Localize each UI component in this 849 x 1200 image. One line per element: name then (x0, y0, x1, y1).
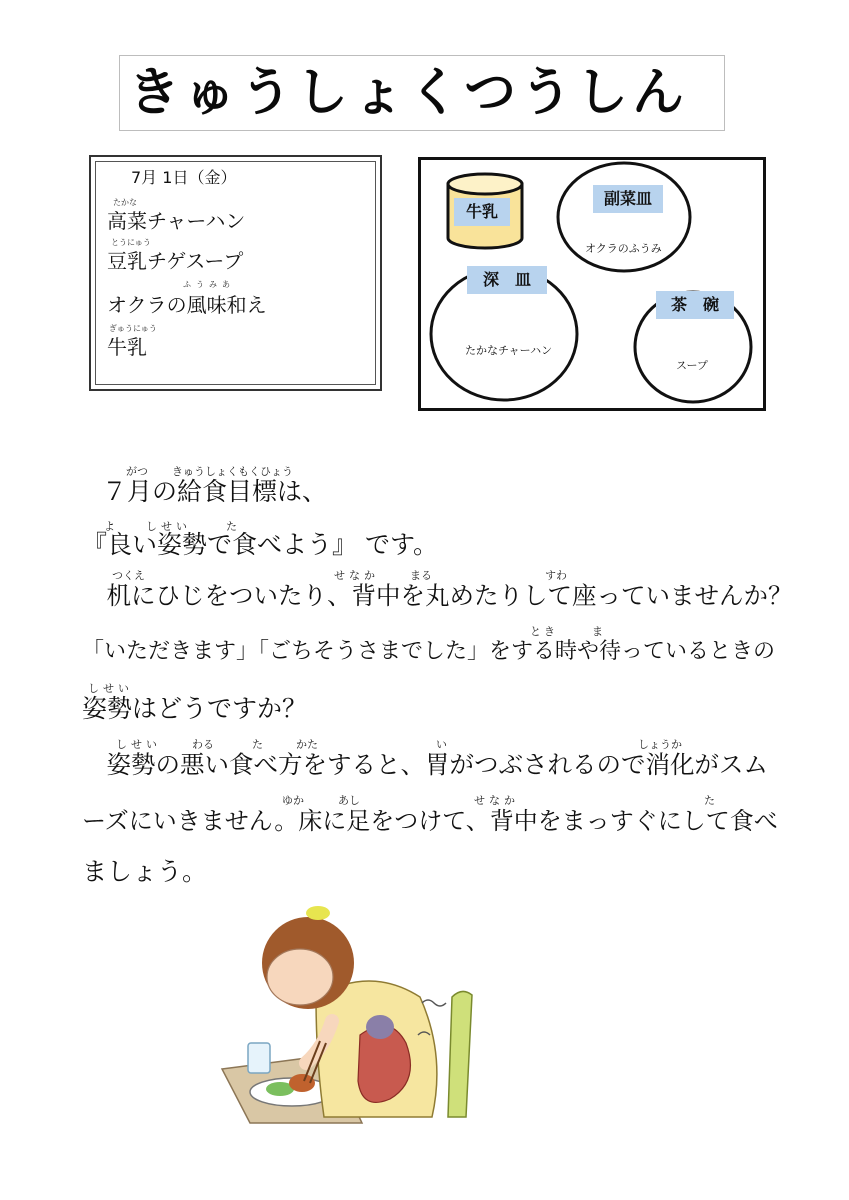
article-line: 『良い姿勢で食べよう』 です。 (82, 530, 438, 559)
tray-diagram (418, 157, 766, 411)
face-shape (267, 949, 333, 1005)
ruby-annotation: あし (338, 794, 360, 807)
title-banner (119, 55, 725, 131)
meat-icon (289, 1074, 315, 1092)
menu-date: 7月 1日（金） (131, 168, 237, 187)
ruby-annotation: ま (592, 625, 603, 638)
menu-item: 高菜チャーハン (107, 209, 246, 233)
ruby-annotation: まる (410, 569, 432, 582)
menu-item-ruby: とうにゅう (111, 238, 151, 247)
ruby-annotation: がつ (126, 465, 148, 478)
article-line: 机にひじをついたり、背中を丸めたりして座っていませんか？ (82, 581, 793, 610)
side-plate-label: 副菜皿 (593, 185, 663, 213)
menu-item-ruby: たかな (113, 198, 137, 207)
bowl-food: スープ (676, 359, 708, 372)
deep-plate-food: たかなチャーハン (465, 344, 553, 357)
menu-item-ruby: ぎゅうにゅう (109, 324, 157, 333)
ruby-annotation: わる (192, 738, 214, 751)
article-line: 姿勢の悪い食べ方をすると、胃がつぶされるので消化がスム (82, 750, 768, 779)
ruby-annotation: かた (296, 738, 318, 751)
ruby-annotation: とき (530, 625, 558, 638)
chair-icon (448, 991, 472, 1117)
article-line: ましょう。 (82, 857, 208, 886)
article-line: ７月の給食目標は、 (102, 477, 328, 506)
article-line: 「いただきます」「ごちそうさまでした」をする時や待っているときの (82, 639, 776, 664)
ruby-annotation: た (226, 520, 237, 533)
ruby-annotation: しょうか (638, 738, 682, 751)
ruby-annotation: しせい (146, 520, 191, 533)
ruby-annotation: すわ (545, 569, 567, 582)
menu-item: 牛乳 (107, 335, 147, 359)
stomach-face-icon (366, 1015, 394, 1039)
bad-posture-illustration (220, 885, 520, 1125)
ruby-annotation: よ (104, 520, 115, 533)
bowl-label: 茶 碗 (656, 291, 734, 319)
article-line: 姿勢はどうですか？ (82, 694, 308, 723)
ruby-annotation: せなか (334, 569, 379, 582)
ruby-annotation: つくえ (112, 569, 145, 582)
menu-item: 豆乳チゲスープ (107, 249, 244, 273)
glass-icon (248, 1043, 270, 1073)
hair-tie-icon (306, 906, 330, 920)
ruby-annotation: しせい (116, 738, 161, 751)
distress-lines-icon (422, 1000, 446, 1006)
page-title: きゅうしょくつうしん (128, 63, 689, 123)
ruby-annotation: い (436, 738, 447, 751)
ruby-annotation: しせい (88, 682, 133, 695)
menu-card (89, 155, 382, 391)
menu-item: オクラの風味和え (107, 293, 267, 317)
deep-plate-label: 深 皿 (467, 266, 547, 294)
side-plate-food: オクラのふうみ (585, 242, 662, 255)
ruby-annotation: せなか (474, 794, 519, 807)
ruby-annotation: た (252, 738, 263, 751)
ruby-annotation: ゆか (282, 794, 304, 807)
ruby-annotation: た (704, 794, 715, 807)
milk-label: 牛乳 (454, 198, 510, 226)
menu-item-ruby: ふうみあ (183, 280, 235, 289)
ruby-annotation: きゅうしょくもくひょう (172, 465, 293, 478)
article-line: ーズにいきません。床に足をつけて、背中をまっすぐにして食べ (82, 807, 778, 835)
